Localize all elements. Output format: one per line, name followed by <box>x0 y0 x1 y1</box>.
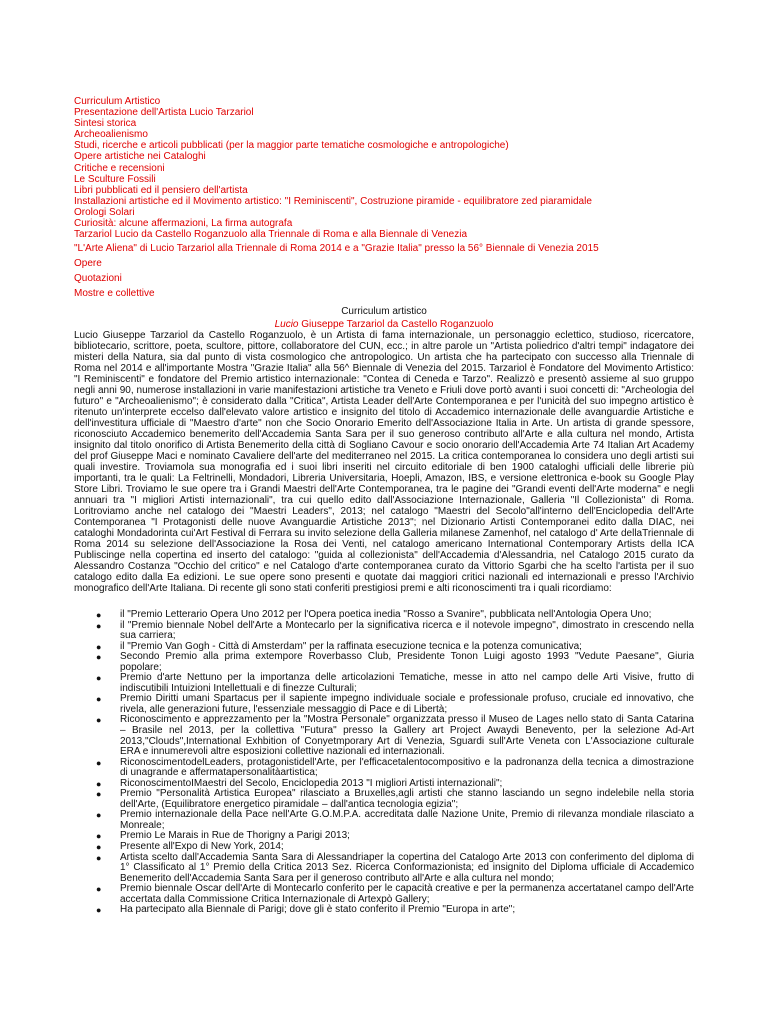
bullet-icon: ● <box>96 620 102 631</box>
link-opere[interactable]: Opere <box>74 258 102 270</box>
award-text: il "Premio Letterario Opera Uno 2012 per l'Opera poetica inedia "Rosso a Svanire", pubblicata nell'Antologia Opera Uno; <box>120 609 652 620</box>
link-curiosita[interactable]: Curiosità: alcune affermazioni, La firma autografa <box>74 218 293 230</box>
bullet-icon: ● <box>96 652 102 663</box>
link-presentazione[interactable]: Presentazione dell'Artista Lucio Tarzariol <box>74 107 254 119</box>
award-text: Premio biennale Oscar dell'Arte di Montecarlo conferito per le capacità creative e per la permanenza accertatanel campo dell'Arte accertata dalla Commissione Critica Internazionale di Artexpò Gallery; <box>120 883 694 905</box>
bullet-icon: ● <box>96 673 102 684</box>
award-text: RiconoscimentoIMaestri del Secolo, Enciclopedia 2013 "I migliori Artisti internazionali"; <box>120 777 503 789</box>
subtitle-first-name: Lucio <box>274 319 299 330</box>
document-title: Curriculum artistico <box>341 306 427 317</box>
link-libri-pubblicati[interactable]: Libri pubblicati ed il pensiero dell'artista <box>74 184 248 196</box>
award-text: Premio "Personalità Artistica Europea" rilasciato a Bruxelles,agli artisti che stanno lasciando un segno indelebile nella storia dell'Arte, (Equilibratore energetico piramidale – dall'antica tecnologia egizia"; <box>120 788 694 810</box>
list-item <box>74 884 694 905</box>
list-item <box>74 758 694 779</box>
body-paragraph: Lucio Giuseppe Tarzariol da Castello Roganzuolo, è un Artista di fama internazionale, un personaggio eclettico, studioso, ricercatore, bibliotecario, scrittore, poeta, scultore, pittore, collaboratore del CUN, ecc.; in altre parole un "Artista poliedrico d'altri tempi" indagatore dei misteri della Natura, sia dal punto di vista cosmologico che antropologico. Un artista che ha partecipato con successo alla Triennale di Roma nel 2014 e all'importante Mostra "Grazie Italia" alla 56^ Biennale di Venezia del 2015. Tarzariol è Fondatore del Movimento Artistico: "I Reminiscenti" e fondatore del Premio artistico internazionale: "Contea di Ceneda e Tarzo". Realizzò e presentò assieme al suo gruppo negli anni 90, numerose installazioni in varie manifestazioni artistiche tra Veneto e Friuli dove portò avanti i suoi concetti di: "Archeologia del futuro" e "Archeoalienismo"; è considerato dalla "Critica", Artista Leader dell'Arte Contemporanea e per l'unicità del suo impegno artistico è ritenuto un'interprete eccelso dall'elevato valore artistico e insignito del titolo di Accademico internazionale delle avanguardie Artistiche e dell'investitura ufficiale di "Maestro d'arte" non che Socio Onorario Emerito dell'Associazione Italia in Arte. Un artista di grande spessore, riconosciuto Accademico benemerito dell'Accademia Santa Sara per il suo generoso contributo all'Arte e alla cultura nel mondo, Artista insignito dal titolo onorifico di Artista Benemerito della città di Sogliano Cavour e socio onorario dell'Accademia Arte 74 Italian Art Academy del prof Giuseppe Maci e nominato Cavaliere dell'arte del mediterraneo nel 2015. La critica contemporanea lo considera uno degli artisti sui quali investire. Troviamola sua monografia ed i suoi libri inseriti nel circuito editoriale di ben 1900 cataloghi ufficiali delle librerie più importanti, tra le quali: La Feltrinelli, Mondadori, Libreria Universitaria, Hoepli, Amazon, IBS, e versione elettronica e-book su Google Play Store Libri. Troviamo le sue opere tra i Grandi Maestri dell'Arte Contemporanea, tra le pagine dei "Grandi eventi dell'Arte moderna" e negli annuari tra "I migliori Artisti internazionali", tra cui quello edito dall'Associazione Internazionale, Galleria "Il Collezionista" di Roma. Loritroviamo anche nel catalogo dei "Maestri Leaders", 2013; nel catalogo "Maestri del Secolo"all'interno dell'Enciclopedia dell'Arte Contemporanea "I Protagonisti delle nuove Avanguardie Artistiche 2013"; nel Dizionario Artisti Contemporanei edito dalla DIAC, nei cataloghi Mondadorinta cui'Art Festival di Ferrara su invito selezione della Galleria milanese Zamenhof, nel catalogo d' Arte dellaTriennale di Roma 2014 su selezione dell'Associazione la Rosa dei Venti, nel catalogo americano International Contemporary Artists della ICA Publiscinge nella copertina ed inserto del catalogo: "guida al collezionista" dell'Accademia d'Alessandria, nel Catalogo 2015 curato da Alessandro Costanza "Occhio del critico" e nel Catalogo d'arte contemporanea curato da Vittorio Sgarbi che ha scelto l'artista per il suo catalogo edito dalla Ea edizioni. Le sue opere sono presenti e quotate dai maggiori critici nazionali ed internazionali e presso l'Archivio monografico dell'Arte Italiana. Di recente gli sono stati conferiti prestigiosi premi e alti riconoscimenti tra i quali ricordiamo: <box>74 330 694 594</box>
award-text: Ha partecipato alla Biennale di Parigi; dove gli è stato conferito il Premio "Europa in arte"; <box>120 904 516 916</box>
bullet-icon: ● <box>96 842 102 853</box>
link-sculture-fossili[interactable]: Le Sculture Fossili <box>74 173 156 185</box>
list-item <box>74 621 694 642</box>
link-triennale-biennale[interactable]: Tarzariol Lucio da Castello Roganzuolo alla Triennale di Roma e alla Biennale di Venezia <box>74 229 468 241</box>
list-item <box>74 652 694 673</box>
list-item <box>74 853 694 885</box>
award-text: Presente all'Expo di New York, 2014; <box>120 841 284 853</box>
award-text: Premio Le Marais in Rue de Thorigny a Parigi 2013; <box>120 830 350 842</box>
award-text: Premio d'arte Nettuno per la importanza delle articolazioni Tematiche, messe in atto nel campo delle Arti Visive, frutto di indiscutibili Intuizioni Intellettuali e di finezze Culturali; <box>120 672 694 694</box>
link-arte-aliena[interactable]: "L'Arte Aliena" di Lucio Tarzariol alla Triennale di Roma 2014 e a "Grazie Italia" presso la 56° Biennale di Venezia 2015 <box>74 243 599 255</box>
award-text: Secondo Premio alla prima extempore Roverbasso Club, Presidente Tonon Luigi agosto 1993 "Vedute Paesane", Giuria popolare; <box>120 651 694 673</box>
awards-list <box>74 610 694 916</box>
link-studi-ricerche[interactable]: Studi, ricerche e articoli pubblicati (per la maggior parte tematiche cosmologiche e antropologiche) <box>74 140 509 152</box>
list-item <box>74 810 694 831</box>
award-text: Riconoscimento e apprezzamento per la "Mostra Personale" organizzata presso il Museo de Lages nello stato di Santa Catarina – Brasile nel 2013, per la collettiva "Futura" presso la Gallery art Project Awaydi Benevento, per la selezione Ad-Art 2013,"Clouds",International Exhbition of Conyetmporary Art di Venezia, Sguardi sull'Arte Veneta con L'Associazione culturale ERA e innumerevoli altre esposizioni collettive nazionali ed internazionali. <box>120 714 694 758</box>
bullet-icon: ● <box>96 884 102 895</box>
award-text: Artista scelto dall'Accademia Santa Sara di Alessandriaper la copertina del Catalogo Arte 2013 con conferimento del diploma di 1° Classificato al 1° Premio della Critica 2013 Sez. Ricerca Conformazionista; ed insignito del Diploma ufficiale di Accademico Benemerito dell'Accademia Santa Sara per il generoso contributo all'Arte e alla cultura nel mondo; <box>120 851 694 884</box>
award-text: il "Premio Van Gogh - Città di Amsterdam" per la raffinata esecuzione tecnica e la potenza comunicativa; <box>120 640 582 652</box>
list-item <box>74 673 694 694</box>
bullet-icon: ● <box>96 810 102 821</box>
bullet-icon: ● <box>96 778 102 789</box>
bullet-icon: ● <box>96 715 102 726</box>
link-quotazioni[interactable]: Quotazioni <box>74 273 122 285</box>
bullet-icon: ● <box>96 694 102 705</box>
link-curriculum-artistico[interactable]: Curriculum Artistico <box>74 96 161 107</box>
bullet-icon: ● <box>96 789 102 800</box>
link-installazioni[interactable]: Installazioni artistiche ed il Movimento artistico: "I Reminiscenti", Costruzione piramide - equilibratore zed piaramidale <box>74 195 592 207</box>
link-opere-cataloghi[interactable]: Opere artistiche nei Cataloghi <box>74 151 206 163</box>
award-text: Premio Diritti umani Spartacus per il sapiente impegno individuale sociale e professionale profuso, cruciale ed innovativo, che rivela, alle generazioni future, l'essenziale messaggio di Pace e di Libertà; <box>120 693 694 715</box>
link-sintesi-storica[interactable]: Sintesi storica <box>74 118 137 130</box>
link-mostre-collettive[interactable]: Mostre e collettive <box>74 287 155 299</box>
bullet-icon: ● <box>96 757 102 768</box>
link-critiche-recensioni[interactable]: Critiche e recensioni <box>74 162 165 174</box>
award-text: il "Premio biennale Nobel dell'Arte a Montecarlo per la significativa ricerca e il notevole impegno", dimostrato in crescendo nella sua carriera; <box>120 619 694 642</box>
bullet-icon: ● <box>96 905 102 916</box>
list-item <box>74 694 694 715</box>
list-item <box>74 715 694 757</box>
subtitle-rest: Giuseppe Tarzariol da Castello Roganzuolo <box>298 319 494 330</box>
bullet-icon: ● <box>96 852 102 863</box>
award-text: RiconoscimentodelLeaders, protagonistidell'Arte, per l'efficacetalentocompositivo e la padronanza della tecnica a dimostrazione di unagrande e affermatapersonalitàartistica; <box>120 756 694 779</box>
list-item <box>74 789 694 810</box>
link-orologi-solari[interactable]: Orologi Solari <box>74 206 135 218</box>
bullet-icon: ● <box>96 831 102 842</box>
link-archeoalienismo[interactable]: Archeoalienismo <box>74 129 148 141</box>
award-text: Premio internazionale della Pace nell'Arte G.O.M.P.A. accreditata dalle Nazione Unite, Premio di rilevanza mondiale rilasciato a Monreale; <box>120 809 694 831</box>
bullet-icon: ● <box>96 610 102 620</box>
section-links <box>74 96 714 299</box>
bullet-icon: ● <box>96 641 102 652</box>
list-item <box>74 905 694 916</box>
